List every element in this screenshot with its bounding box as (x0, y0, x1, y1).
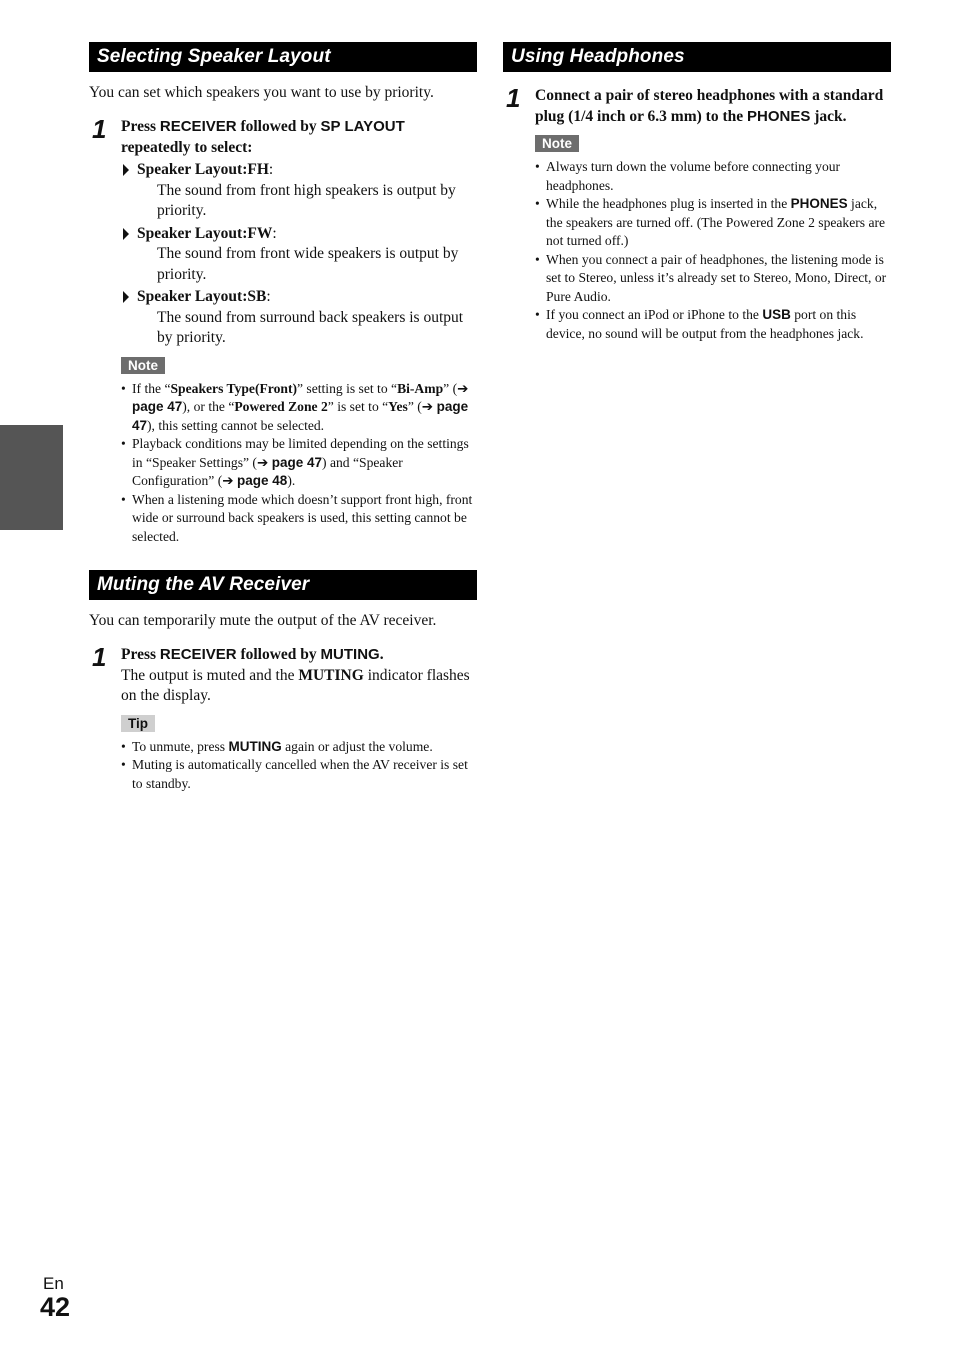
text: followed by (236, 118, 321, 135)
text: ” is set to “ (327, 399, 389, 414)
text: Speakers Type(Front) (170, 380, 297, 396)
text: ” ( (407, 399, 422, 414)
tip-item (121, 738, 477, 757)
option-sb: Speaker Layout:SB: The sound from surround back speakers is output by priority. (121, 287, 477, 349)
text: indicator flashes on the display. (121, 666, 470, 704)
triangle-bullet-icon (123, 291, 129, 303)
tip-item: • Muting is automatically cancelled when the AV receiver is set to standby. (121, 756, 477, 793)
language-label: En (43, 1274, 64, 1293)
muting-step-result (121, 666, 477, 707)
page-number: 42 (40, 1292, 71, 1322)
speaker-step-instruction (121, 117, 477, 158)
text: ) and “Speaker Configuration” ( (132, 454, 403, 488)
step-number: 1 (92, 642, 107, 672)
triangle-bullet-icon (123, 228, 129, 240)
text: jack, the speakers are turned off. (The Powered Zone 2 speakers are not turned off.) (546, 196, 886, 248)
note-item (121, 380, 477, 436)
option-desc: The sound from front high speakers is output by priority. (157, 181, 456, 219)
arrow-right-icon: ➔ (421, 399, 434, 414)
note-item: • When a listening mode which doesn’t support front high, front wide or surround back speakers is used, this setting cannot be selected. (121, 491, 477, 547)
note-badge: Note (121, 357, 165, 374)
note-item: • When you connect a pair of headphones, the listening mode is set to Stereo, unless it’s already set to Stereo, Mono, Direct, or Pure Audio. (535, 251, 891, 307)
note-item (121, 435, 477, 491)
option-fw: Speaker Layout:FW: The sound from front wide speakers is output by priority. (121, 224, 477, 286)
note-item: • Always turn down the volume before connecting your headphones. (535, 158, 891, 195)
text: Press (121, 118, 160, 135)
muting-step-instruction (121, 645, 477, 666)
triangle-bullet-icon (123, 164, 129, 176)
text: again or adjust the volume. (281, 738, 433, 754)
option-name: Speaker Layout:FH (137, 161, 269, 178)
option-fh: Speaker Layout:FH: The sound from front high speakers is output by priority. (121, 160, 477, 222)
text: Yes (388, 399, 408, 414)
phones-jack-label: PHONES (790, 196, 848, 211)
text: Bi-Amp (397, 380, 444, 396)
text: Playback conditions may be limited depending on the settings in “Speaker Settings” ( (132, 436, 469, 470)
text: If the “ (132, 380, 171, 396)
text: repeatedly to select: (121, 138, 253, 156)
section-title-headphones: Using Headphones (503, 42, 891, 72)
text: port on this device, no sound will be output from the headphones jack. (546, 307, 864, 341)
step-number: 1 (506, 83, 521, 113)
tip-badge: Tip (121, 715, 155, 732)
receiver-key: RECEIVER (159, 646, 237, 663)
phones-jack-label: PHONES (746, 107, 811, 125)
text: jack. (810, 107, 847, 125)
left-column (89, 42, 477, 793)
text: To unmute, press (132, 738, 229, 754)
right-column (503, 42, 891, 343)
text: ), or the “ (182, 399, 235, 414)
arrow-right-icon: ➔ (222, 473, 234, 488)
note-badge: Note (535, 135, 579, 152)
muting-key: MUTING (228, 738, 282, 754)
text: If you connect an iPod or iPhone to the (546, 307, 763, 322)
text: MUTING (298, 666, 364, 684)
page-reference[interactable]: page 47 (132, 399, 183, 414)
arrow-right-icon: ➔ (256, 454, 269, 470)
receiver-key: RECEIVER (159, 118, 237, 135)
text: ). (287, 473, 296, 488)
option-name: Speaker Layout:FW (137, 224, 273, 242)
muting-tips (121, 738, 477, 794)
section-title-speaker-layout: Selecting Speaker Layout (89, 42, 477, 72)
arrow-right-icon: ➔ (457, 380, 469, 396)
page-reference[interactable]: page 48 (237, 473, 288, 488)
note-item (535, 195, 891, 251)
text: While the headphones plug is inserted in the (546, 196, 791, 211)
sp-layout-key: SP LAYOUT (320, 118, 405, 135)
text: ” ( (443, 380, 458, 396)
section-title-muting: Muting the AV Receiver (89, 570, 477, 600)
page-reference[interactable]: page 47 (271, 454, 323, 470)
text: ), this setting cannot be selected. (147, 417, 325, 433)
headphones-step (503, 83, 891, 343)
muting-key: MUTING (320, 646, 380, 663)
note-item (535, 306, 891, 343)
step-number: 1 (92, 114, 107, 144)
speaker-intro: You can set which speakers you want to use by priority. (89, 84, 434, 101)
text: Press (121, 646, 160, 663)
text: ” setting is set to “ (297, 380, 398, 396)
option-desc: The sound from surround back speakers is output by priority. (157, 308, 464, 346)
headphones-notes (535, 158, 891, 343)
option-name: Speaker Layout:SB (137, 288, 267, 305)
text: . (379, 646, 384, 663)
side-tab (0, 425, 63, 530)
text: followed by (236, 646, 321, 663)
muting-intro: You can temporarily mute the output of the AV receiver. (89, 612, 437, 629)
text: The output is muted and the (121, 666, 299, 684)
speaker-notes (121, 380, 477, 547)
text: Powered Zone 2 (234, 399, 328, 414)
speaker-step (89, 114, 477, 546)
headphones-step-instruction (535, 86, 891, 127)
muting-step (89, 642, 477, 793)
text: Connect a pair of stereo headphones with a standard plug (1/4 inch or 6.3 mm) to the (535, 87, 884, 125)
usb-port-label: USB (762, 307, 791, 322)
page-reference[interactable]: page 47 (132, 399, 469, 433)
option-desc: The sound from front wide speakers is output by priority. (157, 245, 459, 283)
